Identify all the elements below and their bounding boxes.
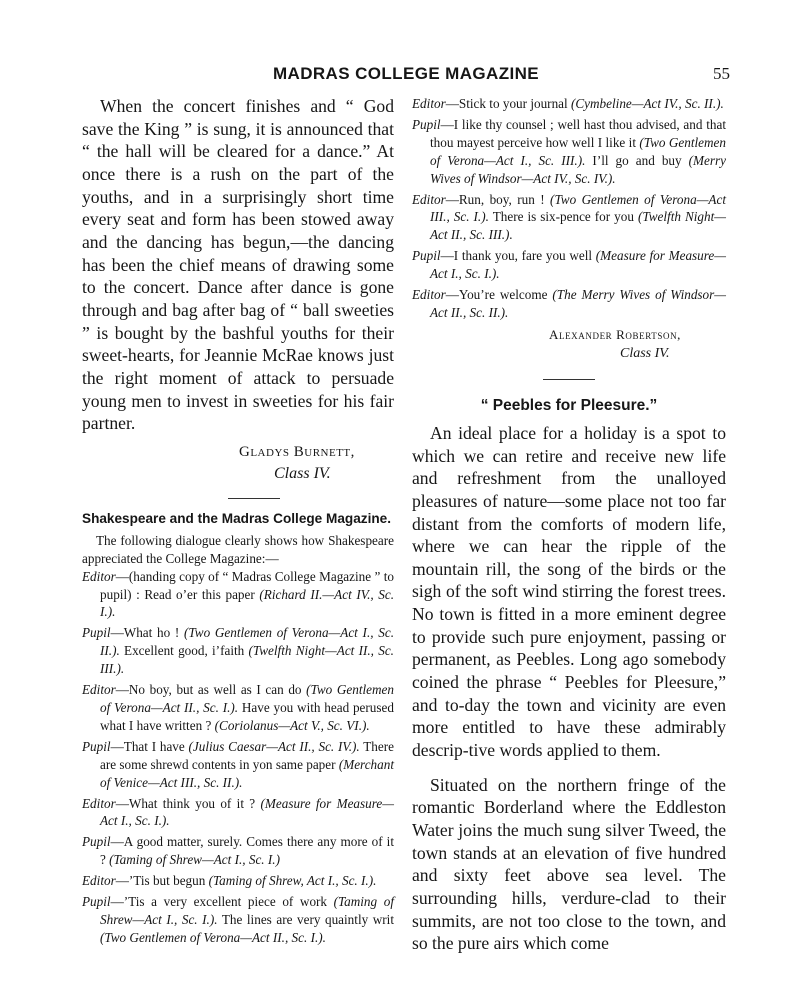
dialogue-speaker: Pupil xyxy=(82,625,111,641)
dialogue-list xyxy=(82,568,394,947)
dialogue-line xyxy=(82,568,394,622)
signature-class: Class IV. xyxy=(620,345,670,361)
dialogue-text: —What ho ! xyxy=(110,625,185,641)
dialogue-line xyxy=(412,191,726,245)
page-header xyxy=(82,62,730,86)
dialogue-line xyxy=(82,738,394,792)
dialogue-text: —A good matter, surely. Comes there any more of it ? xyxy=(100,834,394,868)
dialogue-line xyxy=(412,286,726,322)
peebles-paragraph-2: Situated on the northern fringe of the romantic Borderland where the Eddleston Water joins the much sung silver Tweed, the town stands at an elevation of five hundred and sixty feet above sea level. The surrounding hills, verdure-clad to their summits, are not too close to the town, and so the pure airs which come xyxy=(412,774,726,954)
dialogue-text: —I like thy counsel ; well hast thou advised, and that thou mayest perceive how well I like it xyxy=(430,116,726,150)
section-divider xyxy=(543,379,595,380)
dialogue-line xyxy=(412,116,726,188)
dialogue-reference: (Cymbeline—Act IV., Sc. II.). xyxy=(570,96,724,111)
signature-name: Alexander Robertson, xyxy=(549,326,682,342)
dialogue-text: —’Tis but begun xyxy=(115,873,209,889)
dialogue-reference: (Merry Wives of Windsor—Act IV., Sc. IV.). xyxy=(430,152,726,186)
dialogue-continued xyxy=(412,95,726,322)
signature-gladys xyxy=(82,442,394,484)
peebles-paragraph-1: An ideal place for a holiday is a spot to which we can retire and receive new life and refreshment from the unalloyed pleasures of nature—some place not too far distant from the comforts of modern life, where we can hear the ripple of the mountain rill, the song of the birds or the sigh of the soft wind stirring the forest trees. No town is fitted in a more eminent degree to provide such pure enjoyment, passing or permanent, as Peebles. Long ago somebody coined the phrase “ Peebles for Pleesure,” and to-day the town and vicinity are even more entitled to have these admirably descrip-tive words applied to them. xyxy=(412,422,726,761)
dialogue-line xyxy=(82,872,394,890)
dialogue-reference: (Julius Caesar—Act II., Sc. IV.). xyxy=(188,738,360,754)
dialogue-reference: (Taming of Shrew—Act I., Sc. I.) xyxy=(109,852,280,868)
dialogue-text: Have you with head perused what I have written ? xyxy=(100,700,394,733)
dialogue-text: —I thank you, fare you well xyxy=(440,248,596,264)
dialogue-reference: (Twelfth Night—Act II., Sc. III.). xyxy=(430,209,726,243)
dialogue-reference: (The Merry Wives of Windsor—Act II., Sc. II.). xyxy=(430,287,727,320)
shakespeare-dialogue xyxy=(82,532,394,947)
dialogue-speaker: Pupil xyxy=(412,248,441,264)
concert-article-end xyxy=(82,95,394,435)
dialogue-text: —That I have xyxy=(110,738,189,754)
dialogue-speaker: Editor xyxy=(82,568,116,584)
dialogue-reference: (Two Gentlemen of Verona—Act II., Sc. I.). xyxy=(100,929,326,945)
dialogue-text: —Run, boy, run ! xyxy=(445,191,551,207)
right-column xyxy=(412,95,726,955)
dialogue-line xyxy=(82,795,394,831)
dialogue-text: The lines are very quaintly writ xyxy=(217,911,394,927)
dialogue-text: I’ll go and buy xyxy=(585,152,689,168)
shakespeare-article-title: Shakespeare and the Madras College Magazine. xyxy=(82,510,391,526)
dialogue-text: —No boy, but as well as I can do xyxy=(115,682,307,698)
dialogue-reference: (Measure for Measure—Act I., Sc. I.). xyxy=(100,795,394,829)
dialogue-intro: The following dialogue clearly shows how Shakespeare appreciated the College Magazine:— xyxy=(82,532,394,566)
dialogue-reference: (Two Gentlemen of Verona—Act III., Sc. I.). xyxy=(430,191,726,225)
dialogue-speaker: Editor xyxy=(412,287,446,303)
dialogue-reference: (Two Gentlemen of Verona—Act I., Sc. III.). xyxy=(430,134,726,168)
dialogue-speaker: Editor xyxy=(412,191,446,207)
signature-class: Class IV. xyxy=(274,464,331,482)
dialogue-reference: (Measure for Measure—Act I., Sc. I.). xyxy=(430,248,726,282)
dialogue-line xyxy=(412,247,726,283)
dialogue-text: —You’re welcome xyxy=(445,287,553,303)
dialogue-reference: (Two Gentlemen of Verona—Act II., Sc. I.). xyxy=(100,682,394,715)
dialogue-speaker: Editor xyxy=(82,682,116,698)
dialogue-text: Excellent good, i’faith xyxy=(119,643,249,659)
dialogue-text: —Stick to your journal xyxy=(445,96,571,111)
dialogue-reference: (Two Gentlemen of Verona—Act I., Sc. II.). xyxy=(100,625,394,659)
peebles-article xyxy=(412,422,726,955)
dialogue-reference: (Merchant of Venice—Act III., Sc. II.). xyxy=(100,756,394,790)
concert-paragraph: When the concert finishes and “ God save the King ” is sung, it is announced that “ the hall will be cleared for a dance.” At once there is a rush on the part of the youths, and in a surprisingly short time every seat and form has been stowed away and the dancing has begun,—the dancing has been the chief means of drawing some to the concert. Dance after dance is gone through and bag after bag of “ ball sweeties ” is bought by the bashful youths for their sweet-hearts, for Jeannie McRae knows just the right moment of attack to persuade young men to invest in sweeties for his fair partner. xyxy=(82,96,394,434)
dialogue-line xyxy=(82,681,394,735)
dialogue-reference: (Twelfth Night—Act II., Sc. III.). xyxy=(100,643,394,677)
dialogue-text: There are some shrewd contents in yon same paper xyxy=(100,738,394,772)
dialogue-speaker: Pupil xyxy=(82,894,111,910)
dialogue-text: —(handing copy of “ Madras College Magazine ” to pupil) : Read o’er this paper xyxy=(100,568,394,602)
dialogue-reference: (Taming of Shrew, Act I., Sc. I.). xyxy=(208,873,377,889)
dialogue-text: —’Tis a very excellent piece of work xyxy=(110,894,334,910)
dialogue-speaker: Editor xyxy=(82,795,116,811)
signature-name: Gladys Burnett, xyxy=(239,443,355,460)
dialogue-speaker: Editor xyxy=(412,96,446,111)
dialogue-speaker: Pupil xyxy=(412,116,441,132)
dialogue-speaker: Editor xyxy=(82,873,116,889)
dialogue-list-continued xyxy=(412,95,726,322)
left-column xyxy=(82,95,394,950)
magazine-title: MADRAS COLLEGE MAGAZINE xyxy=(272,64,540,83)
dialogue-speaker: Pupil xyxy=(82,738,111,754)
dialogue-text: —What think you of it ? xyxy=(115,795,261,811)
dialogue-line xyxy=(82,833,394,869)
signature-alexander xyxy=(412,325,726,363)
dialogue-speaker: Pupil xyxy=(82,834,111,850)
dialogue-reference: (Richard II.—Act IV., Sc. I.). xyxy=(100,586,394,620)
dialogue-line xyxy=(82,893,394,947)
dialogue-line xyxy=(82,624,394,678)
dialogue-reference: (Taming of Shrew—Act I., Sc. I.). xyxy=(100,894,394,927)
dialogue-reference: (Coriolanus—Act V., Sc. VI.). xyxy=(214,717,370,733)
peebles-article-title: “ Peebles for Pleesure.” xyxy=(480,396,658,414)
dialogue-text: There is six-pence for you xyxy=(488,209,638,225)
section-divider xyxy=(228,498,280,499)
page-number: 55 xyxy=(713,64,730,83)
dialogue-line xyxy=(412,95,726,113)
